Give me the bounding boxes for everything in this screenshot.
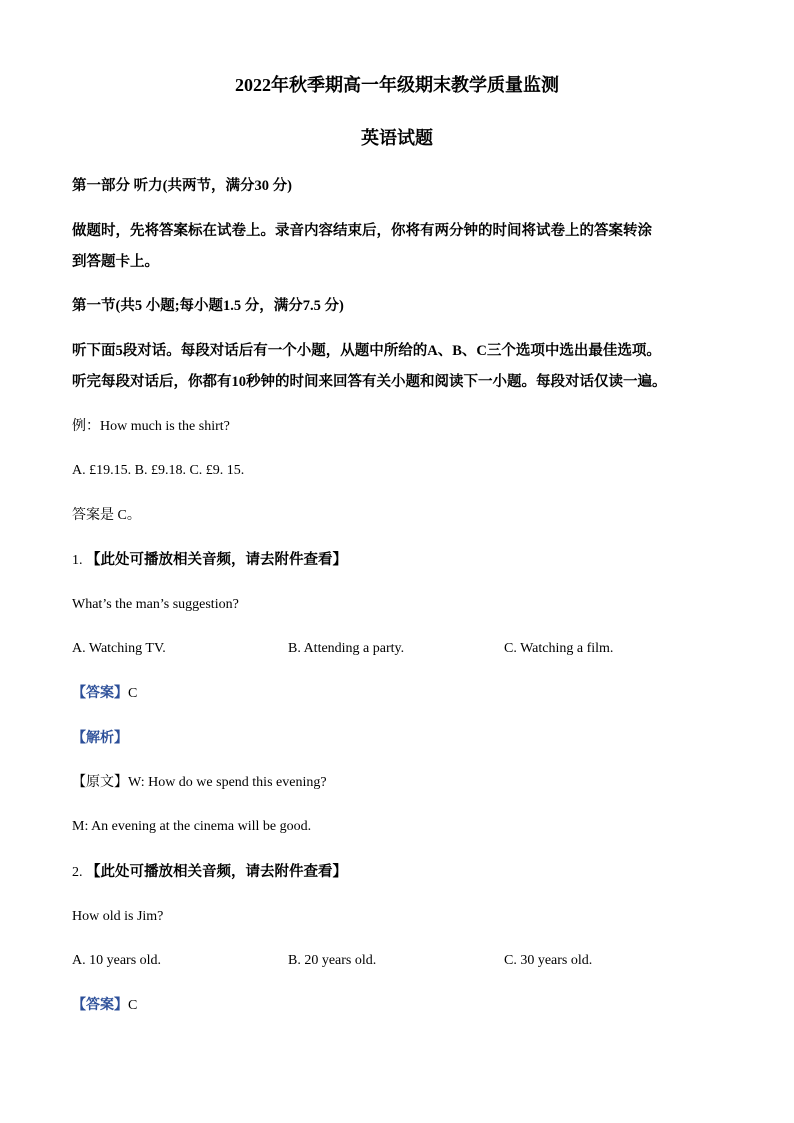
example-options: A. £19.15. B. £9.18. C. £9. 15.: [72, 463, 245, 478]
answer-tag: 【答案】: [72, 998, 128, 1013]
question-1-header: [72, 550, 347, 571]
audio-note: 【此处可播放相关音频，请去附件查看】: [86, 864, 347, 880]
answer-value: C: [128, 686, 138, 701]
answer-tag: 【答案】: [72, 686, 128, 701]
question-2-option-b: B. 20 years old.: [288, 953, 377, 968]
question-1-option-c: C. Watching a film.: [504, 641, 614, 656]
question-1-answer: [72, 684, 137, 704]
listening-instruction-1: 听下面5段对话。每段对话后有一个小题，从题中所给的A、B、C三个选项中选出最佳选项。: [72, 343, 661, 359]
question-2-answer: [72, 996, 137, 1016]
question-2-header: [72, 862, 347, 883]
page-title: 2022年秋季期高一年级期末教学质量监测: [235, 75, 559, 95]
original-tag: 【原文】: [72, 775, 128, 790]
question-1-option-a: A. Watching TV.: [72, 641, 166, 656]
question-number: 2.: [72, 865, 83, 880]
section1-heading: 第一节(共5 小题;每小题1.5 分，满分7.5 分): [72, 298, 344, 314]
question-2-option-c: C. 30 years old.: [504, 953, 593, 968]
example-answer: 答案是 C。: [72, 508, 141, 523]
answer-value: C: [128, 998, 138, 1013]
listening-instruction-2: 听完每段对话后，你都有10秒钟的时间来回答有关小题和阅读下一小题。每段对话仅读一遍。: [72, 374, 667, 390]
instruction-line-2: 到答题卡上。: [72, 254, 159, 270]
question-1-text: What’s the man’s suggestion?: [72, 597, 239, 612]
question-number: 1.: [72, 553, 83, 568]
question-1-analysis: [72, 729, 128, 749]
original-w-text: W: How do we spend this evening?: [128, 775, 327, 790]
audio-note: 【此处可播放相关音频，请去附件查看】: [86, 552, 347, 568]
question-2-text: How old is Jim?: [72, 909, 164, 924]
page-subtitle: 英语试题: [361, 128, 433, 148]
question-1-original-w: [72, 773, 327, 793]
analysis-tag: 【解析】: [72, 731, 128, 746]
question-1-original-m: M: An evening at the cinema will be good.: [72, 819, 312, 834]
example-question: 例：How much is the shirt?: [72, 419, 230, 434]
part1-heading: 第一部分 听力(共两节，满分30 分): [72, 178, 292, 194]
question-1-option-b: B. Attending a party.: [288, 641, 405, 656]
instruction-line-1: 做题时，先将答案标在试卷上。录音内容结束后，你将有两分钟的时间将试卷上的答案转涂: [72, 223, 652, 239]
question-2-option-a: A. 10 years old.: [72, 953, 162, 968]
